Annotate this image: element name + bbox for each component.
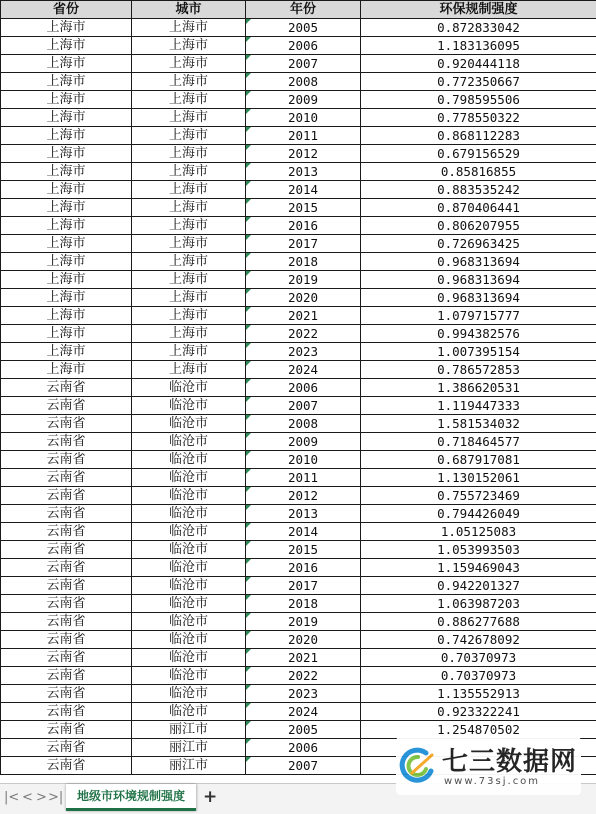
table-row bbox=[1, 109, 596, 127]
cell-city[interactable]: 临沧市 bbox=[132, 541, 246, 559]
cell-year[interactable]: 2012 bbox=[246, 487, 361, 505]
cell-year[interactable]: 2022 bbox=[246, 325, 361, 343]
cell-province[interactable]: 云南省 bbox=[1, 577, 132, 595]
cell-year[interactable]: 2024 bbox=[246, 361, 361, 379]
cell-year[interactable]: 2020 bbox=[246, 289, 361, 307]
cell-year[interactable]: 2022 bbox=[246, 667, 361, 685]
table-row bbox=[1, 253, 596, 271]
cell-regulation-intensity[interactable]: 1.05125083 bbox=[361, 523, 596, 541]
header-regulation-intensity[interactable]: 环保规制强度 bbox=[361, 1, 596, 19]
cell-regulation-intensity[interactable]: 0.794426049 bbox=[361, 505, 596, 523]
cell-city[interactable]: 上海市 bbox=[132, 109, 246, 127]
table-row bbox=[1, 415, 596, 433]
cell-regulation-intensity[interactable]: 1.063987203 bbox=[361, 595, 596, 613]
table-row bbox=[1, 325, 596, 343]
table-row bbox=[1, 127, 596, 145]
watermark-logo-icon bbox=[398, 745, 438, 785]
table-row bbox=[1, 289, 596, 307]
cell-year[interactable]: 2011 bbox=[246, 127, 361, 145]
cell-province[interactable]: 上海市 bbox=[1, 163, 132, 181]
cell-city[interactable]: 上海市 bbox=[132, 235, 246, 253]
table-row bbox=[1, 181, 596, 199]
cell-province[interactable]: 上海市 bbox=[1, 127, 132, 145]
cell-province[interactable]: 上海市 bbox=[1, 199, 132, 217]
watermark-title: 七三数据网 bbox=[442, 747, 578, 777]
cell-regulation-intensity[interactable]: 0.920444118 bbox=[361, 55, 596, 73]
cell-regulation-intensity[interactable]: 0.778550322 bbox=[361, 109, 596, 127]
cell-province[interactable]: 云南省 bbox=[1, 559, 132, 577]
cell-city[interactable]: 上海市 bbox=[132, 19, 246, 37]
cell-city[interactable]: 临沧市 bbox=[132, 559, 246, 577]
cell-city[interactable]: 上海市 bbox=[132, 325, 246, 343]
cell-province[interactable]: 云南省 bbox=[1, 757, 132, 775]
next-sheet-nav-icon[interactable]: > bbox=[36, 790, 47, 805]
cell-regulation-intensity[interactable]: 0.772350667 bbox=[361, 73, 596, 91]
cell-province[interactable]: 云南省 bbox=[1, 739, 132, 757]
cell-city[interactable]: 临沧市 bbox=[132, 649, 246, 667]
cell-regulation-intensity[interactable]: 1.254870502 bbox=[361, 721, 596, 739]
cell-year[interactable]: 2018 bbox=[246, 253, 361, 271]
cell-province[interactable]: 云南省 bbox=[1, 721, 132, 739]
cell-regulation-intensity[interactable]: 0.923322241 bbox=[361, 703, 596, 721]
table-row bbox=[1, 469, 596, 487]
cell-regulation-intensity[interactable]: 1.053993503 bbox=[361, 541, 596, 559]
cell-city[interactable]: 临沧市 bbox=[132, 451, 246, 469]
cell-city[interactable]: 临沧市 bbox=[132, 613, 246, 631]
cell-city[interactable]: 临沧市 bbox=[132, 631, 246, 649]
cell-regulation-intensity[interactable]: 0.85816855 bbox=[361, 163, 596, 181]
cell-city[interactable]: 上海市 bbox=[132, 199, 246, 217]
cell-city[interactable]: 丽江市 bbox=[132, 757, 246, 775]
table-row bbox=[1, 361, 596, 379]
cell-regulation-intensity[interactable]: 0.726963425 bbox=[361, 235, 596, 253]
table-row bbox=[1, 91, 596, 109]
cell-province[interactable]: 云南省 bbox=[1, 433, 132, 451]
watermark-url: www.73sj.com bbox=[444, 776, 541, 787]
cell-province[interactable]: 上海市 bbox=[1, 145, 132, 163]
cell-city[interactable]: 上海市 bbox=[132, 307, 246, 325]
cell-province[interactable]: 云南省 bbox=[1, 541, 132, 559]
cell-regulation-intensity[interactable]: 0.870406441 bbox=[361, 199, 596, 217]
cell-regulation-intensity[interactable]: 0.942201327 bbox=[361, 577, 596, 595]
cell-city[interactable]: 上海市 bbox=[132, 253, 246, 271]
header-row bbox=[1, 1, 596, 19]
cell-city[interactable]: 上海市 bbox=[132, 181, 246, 199]
cell-regulation-intensity[interactable]: 0.718464577 bbox=[361, 433, 596, 451]
cell-province[interactable]: 上海市 bbox=[1, 73, 132, 91]
table-row bbox=[1, 55, 596, 73]
table-row bbox=[1, 685, 596, 703]
cell-province[interactable]: 上海市 bbox=[1, 37, 132, 55]
cell-province[interactable]: 云南省 bbox=[1, 523, 132, 541]
cell-province[interactable]: 上海市 bbox=[1, 343, 132, 361]
table-row bbox=[1, 37, 596, 55]
cell-year[interactable]: 2018 bbox=[246, 595, 361, 613]
cell-year[interactable]: 2015 bbox=[246, 199, 361, 217]
cell-city[interactable]: 临沧市 bbox=[132, 487, 246, 505]
last-sheet-nav-icon[interactable]: >| bbox=[48, 790, 64, 805]
cell-city[interactable]: 上海市 bbox=[132, 289, 246, 307]
prev-sheet-nav-icon[interactable]: < bbox=[22, 790, 33, 805]
cell-regulation-intensity[interactable]: 0.679156529 bbox=[361, 145, 596, 163]
table-row bbox=[1, 577, 596, 595]
cell-year[interactable]: 2007 bbox=[246, 757, 361, 775]
cell-regulation-intensity[interactable]: 1.007395154 bbox=[361, 343, 596, 361]
table-row bbox=[1, 343, 596, 361]
cell-city[interactable]: 上海市 bbox=[132, 163, 246, 181]
cell-regulation-intensity[interactable]: 0.755723469 bbox=[361, 487, 596, 505]
cell-city[interactable]: 临沧市 bbox=[132, 667, 246, 685]
cell-year[interactable]: 2023 bbox=[246, 343, 361, 361]
table-row bbox=[1, 217, 596, 235]
cell-province[interactable]: 上海市 bbox=[1, 361, 132, 379]
add-sheet-icon[interactable]: + bbox=[203, 787, 218, 807]
cell-year[interactable]: 2024 bbox=[246, 703, 361, 721]
table-row bbox=[1, 73, 596, 91]
cell-regulation-intensity[interactable]: 0.872833042 bbox=[361, 19, 596, 37]
cell-year[interactable]: 2009 bbox=[246, 91, 361, 109]
cell-year[interactable]: 2019 bbox=[246, 271, 361, 289]
cell-city[interactable]: 上海市 bbox=[132, 361, 246, 379]
header-year[interactable]: 年份 bbox=[246, 1, 361, 19]
table-row bbox=[1, 523, 596, 541]
table-row bbox=[1, 145, 596, 163]
cell-year[interactable]: 2017 bbox=[246, 577, 361, 595]
table-row bbox=[1, 271, 596, 289]
cell-year[interactable]: 2007 bbox=[246, 397, 361, 415]
cell-regulation-intensity[interactable]: 1.386620531 bbox=[361, 379, 596, 397]
cell-year[interactable]: 2006 bbox=[246, 739, 361, 757]
header-province[interactable]: 省份 bbox=[1, 1, 132, 19]
cell-year[interactable]: 2011 bbox=[246, 469, 361, 487]
cell-regulation-intensity[interactable]: 0.798595506 bbox=[361, 91, 596, 109]
cell-city[interactable]: 临沧市 bbox=[132, 577, 246, 595]
table-row bbox=[1, 235, 596, 253]
cell-city[interactable]: 上海市 bbox=[132, 343, 246, 361]
cell-year[interactable]: 2017 bbox=[246, 235, 361, 253]
cell-year[interactable]: 2021 bbox=[246, 649, 361, 667]
cell-regulation-intensity[interactable]: 1.135552913 bbox=[361, 685, 596, 703]
cell-city[interactable]: 上海市 bbox=[132, 55, 246, 73]
cell-province[interactable]: 云南省 bbox=[1, 415, 132, 433]
cell-year[interactable]: 2014 bbox=[246, 181, 361, 199]
cell-regulation-intensity[interactable]: 0.742678092 bbox=[361, 631, 596, 649]
cell-city[interactable]: 临沧市 bbox=[132, 595, 246, 613]
cell-year[interactable]: 2006 bbox=[246, 379, 361, 397]
cell-regulation-intensity[interactable]: 1.183136095 bbox=[361, 37, 596, 55]
cell-year[interactable]: 2010 bbox=[246, 451, 361, 469]
table-row bbox=[1, 667, 596, 685]
cell-regulation-intensity[interactable]: 0.70370973 bbox=[361, 667, 596, 685]
table-row bbox=[1, 397, 596, 415]
cell-regulation-intensity[interactable]: 1.119447333 bbox=[361, 397, 596, 415]
table-row bbox=[1, 451, 596, 469]
cell-city[interactable]: 丽江市 bbox=[132, 721, 246, 739]
cell-city[interactable]: 临沧市 bbox=[132, 523, 246, 541]
table-row bbox=[1, 307, 596, 325]
cell-regulation-intensity[interactable]: 1.130152061 bbox=[361, 469, 596, 487]
cell-province[interactable]: 上海市 bbox=[1, 91, 132, 109]
tab-active-sheet[interactable]: 地级市环境规制强度 bbox=[66, 784, 196, 811]
cell-city[interactable]: 上海市 bbox=[132, 73, 246, 91]
table-row bbox=[1, 487, 596, 505]
cell-regulation-intensity[interactable]: 0.994382576 bbox=[361, 325, 596, 343]
table-row bbox=[1, 595, 596, 613]
cell-year[interactable]: 2012 bbox=[246, 145, 361, 163]
table-row bbox=[1, 631, 596, 649]
cell-city[interactable]: 临沧市 bbox=[132, 469, 246, 487]
cell-province[interactable]: 上海市 bbox=[1, 271, 132, 289]
table-row bbox=[1, 505, 596, 523]
cell-regulation-intensity[interactable]: 0.968313694 bbox=[361, 271, 596, 289]
cell-province[interactable]: 云南省 bbox=[1, 397, 132, 415]
cell-province[interactable]: 上海市 bbox=[1, 307, 132, 325]
cell-city[interactable]: 上海市 bbox=[132, 271, 246, 289]
cell-year[interactable]: 2019 bbox=[246, 613, 361, 631]
cell-regulation-intensity[interactable]: 1.159469043 bbox=[361, 559, 596, 577]
table-row bbox=[1, 703, 596, 721]
cell-regulation-intensity[interactable]: 0.968313694 bbox=[361, 253, 596, 271]
cell-year[interactable]: 2009 bbox=[246, 433, 361, 451]
cell-year[interactable]: 2010 bbox=[246, 109, 361, 127]
cell-year[interactable]: 2016 bbox=[246, 559, 361, 577]
cell-year[interactable]: 2013 bbox=[246, 505, 361, 523]
table-row bbox=[1, 379, 596, 397]
cell-year[interactable]: 2013 bbox=[246, 163, 361, 181]
cell-regulation-intensity[interactable]: 0.70370973 bbox=[361, 649, 596, 667]
cell-regulation-intensity[interactable]: 0.868112283 bbox=[361, 127, 596, 145]
cell-province[interactable]: 上海市 bbox=[1, 253, 132, 271]
cell-province[interactable]: 云南省 bbox=[1, 451, 132, 469]
cell-year[interactable]: 2008 bbox=[246, 73, 361, 91]
cell-year[interactable]: 2015 bbox=[246, 541, 361, 559]
table-row bbox=[1, 613, 596, 631]
cell-province[interactable]: 上海市 bbox=[1, 235, 132, 253]
cell-city[interactable]: 临沧市 bbox=[132, 685, 246, 703]
cell-city[interactable]: 上海市 bbox=[132, 127, 246, 145]
cell-city[interactable]: 临沧市 bbox=[132, 433, 246, 451]
cell-city[interactable]: 上海市 bbox=[132, 217, 246, 235]
cell-province[interactable]: 上海市 bbox=[1, 55, 132, 73]
cell-province[interactable]: 云南省 bbox=[1, 595, 132, 613]
cell-year[interactable]: 2006 bbox=[246, 37, 361, 55]
cell-city[interactable]: 临沧市 bbox=[132, 415, 246, 433]
cell-year[interactable]: 2005 bbox=[246, 19, 361, 37]
header-city[interactable]: 城市 bbox=[132, 1, 246, 19]
cell-city[interactable]: 上海市 bbox=[132, 37, 246, 55]
cell-province[interactable]: 云南省 bbox=[1, 703, 132, 721]
table-row bbox=[1, 721, 596, 739]
cell-city[interactable]: 上海市 bbox=[132, 91, 246, 109]
cell-year[interactable]: 2008 bbox=[246, 415, 361, 433]
cell-city[interactable]: 临沧市 bbox=[132, 397, 246, 415]
cell-province[interactable]: 上海市 bbox=[1, 325, 132, 343]
cell-province[interactable]: 云南省 bbox=[1, 667, 132, 685]
cell-regulation-intensity[interactable]: 0.968313694 bbox=[361, 289, 596, 307]
cell-regulation-intensity[interactable]: 1.581534032 bbox=[361, 415, 596, 433]
cell-regulation-intensity[interactable]: 0.687917081 bbox=[361, 451, 596, 469]
cell-year[interactable]: 2016 bbox=[246, 217, 361, 235]
cell-regulation-intensity[interactable]: 0.883535242 bbox=[361, 181, 596, 199]
cell-province[interactable]: 上海市 bbox=[1, 289, 132, 307]
cell-province[interactable]: 云南省 bbox=[1, 379, 132, 397]
cell-province[interactable]: 云南省 bbox=[1, 505, 132, 523]
cell-city[interactable]: 临沧市 bbox=[132, 505, 246, 523]
cell-province[interactable]: 上海市 bbox=[1, 181, 132, 199]
watermark bbox=[396, 737, 581, 795]
table-row bbox=[1, 649, 596, 667]
cell-city[interactable]: 临沧市 bbox=[132, 703, 246, 721]
cell-year[interactable]: 2005 bbox=[246, 721, 361, 739]
cell-province[interactable]: 云南省 bbox=[1, 649, 132, 667]
cell-province[interactable]: 云南省 bbox=[1, 487, 132, 505]
table-row bbox=[1, 199, 596, 217]
cell-province[interactable]: 上海市 bbox=[1, 19, 132, 37]
cell-regulation-intensity[interactable]: 0.786572853 bbox=[361, 361, 596, 379]
cell-year[interactable]: 2021 bbox=[246, 307, 361, 325]
cell-province[interactable]: 云南省 bbox=[1, 631, 132, 649]
table-row bbox=[1, 163, 596, 181]
cell-city[interactable]: 临沧市 bbox=[132, 379, 246, 397]
cell-year[interactable]: 2020 bbox=[246, 631, 361, 649]
cell-city[interactable]: 上海市 bbox=[132, 145, 246, 163]
cell-regulation-intensity[interactable]: 0.886277688 bbox=[361, 613, 596, 631]
cell-city[interactable]: 丽江市 bbox=[132, 739, 246, 757]
cell-province[interactable]: 上海市 bbox=[1, 217, 132, 235]
first-sheet-nav-icon[interactable]: |< bbox=[4, 790, 20, 805]
cell-province[interactable]: 云南省 bbox=[1, 613, 132, 631]
cell-province[interactable]: 上海市 bbox=[1, 109, 132, 127]
table-row bbox=[1, 541, 596, 559]
table-row bbox=[1, 559, 596, 577]
cell-province[interactable]: 云南省 bbox=[1, 685, 132, 703]
cell-regulation-intensity[interactable]: 0.806207955 bbox=[361, 217, 596, 235]
cell-year[interactable]: 2014 bbox=[246, 523, 361, 541]
table-row bbox=[1, 19, 596, 37]
cell-year[interactable]: 2023 bbox=[246, 685, 361, 703]
cell-regulation-intensity[interactable]: 1.079715777 bbox=[361, 307, 596, 325]
table-row bbox=[1, 433, 596, 451]
cell-province[interactable]: 云南省 bbox=[1, 469, 132, 487]
cell-year[interactable]: 2007 bbox=[246, 55, 361, 73]
